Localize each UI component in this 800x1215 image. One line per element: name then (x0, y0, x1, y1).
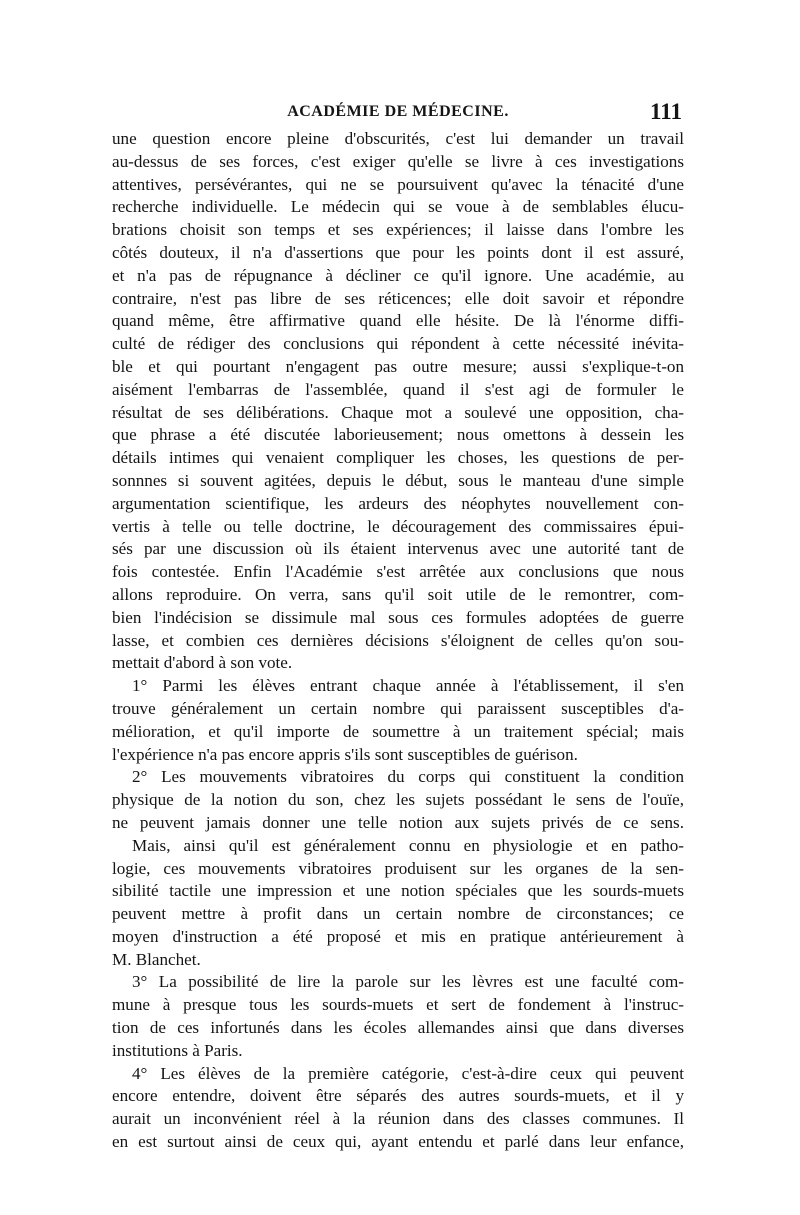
text-line: contraire, n'est pas libre de ses réticences; elle doit savoir et répondre (112, 288, 684, 308)
text-line: culté de rédiger des conclusions qui répondent à cette nécessité inévita- (112, 334, 684, 354)
text-line: ble et qui pourtant n'engagent pas outre mesure; aussi s'explique-t-on (112, 356, 684, 376)
text-line: mettait d'abord à son vote. (112, 653, 293, 673)
text-line: côtés douteux, il n'a d'assertions que pour les points dont il est assuré, (112, 242, 684, 262)
text-line: quand même, être affirmative quand elle hésite. De là l'énorme diffi- (112, 311, 684, 331)
text-line: 1° Parmi les élèves entrant chaque année à l'établissement, il s'en (132, 676, 684, 696)
text-line: Mais, ainsi qu'il est généralement connu en physiologie et en patho- (132, 835, 684, 855)
text-line: que phrase a été discutée laborieusement; nous omettons à dessein les (112, 425, 684, 445)
text-line: peuvent mettre à profit dans un certain nombre de circonstances; ce (112, 904, 684, 924)
text-line: mélioration, et qu'il importe de soumettre à un traitement spécial; mais (112, 721, 684, 741)
text-line: logie, ces mouvements vibratoires produisent sur les organes de la sen- (112, 858, 684, 878)
text-line: physique de la notion du son, chez les sujets possédant le sens de l'ouïe, (112, 790, 684, 810)
page-number: 111 (650, 99, 682, 124)
text-line: moyen d'instruction a été proposé et mis en pratique antérieurement à (112, 926, 684, 946)
text-line: aurait un inconvénient réel à la réunion dans des classes communes. Il (112, 1109, 684, 1129)
running-head (112, 99, 684, 129)
text-line: tion de ces infortunés dans les écoles allemandes ainsi que dans diverses (112, 1018, 684, 1038)
text-line: attentives, persévérantes, qui ne se poursuivent qu'avec la ténacité d'une (112, 174, 684, 194)
text-line: en est surtout ainsi de ceux qui, ayant entendu et parlé dans leur enfance, (112, 1132, 684, 1152)
text-line: argumentation scientifique, les ardeurs des néophytes nouvellement con- (112, 493, 684, 513)
text-line: allons reproduire. On verra, sans qu'il soit utile de le remontrer, com- (112, 584, 684, 604)
text-line: aisément l'embarras de l'assemblée, quand il s'est agi de formuler le (112, 379, 684, 399)
text-line: recherche individuelle. Le médecin qui se voue à de semblables élucu- (112, 197, 684, 217)
text-line: encore entendre, doivent être séparés des autres sourds-muets, et il y (112, 1086, 684, 1106)
text-line: sibilité tactile une impression et une notion spéciales que les sourds-muets (112, 881, 684, 901)
running-title: ACADÉMIE DE MÉDECINE. (287, 103, 509, 120)
text-line: 2° Les mouvements vibratoires du corps qui constituent la condition (132, 767, 684, 787)
text-line: institutions à Paris. (112, 1040, 243, 1060)
text-line: détails intimes qui venaient compliquer les choses, les questions de per- (112, 448, 684, 468)
text-line: sés par une discussion où ils étaient intervenus avec une autorité tant de (112, 539, 684, 559)
text-line: une question encore pleine d'obscurités, c'est lui demander un travail (112, 129, 684, 148)
text-line: M. Blanchet. (112, 949, 201, 969)
text-line: mune à presque tous les sourds-muets et sert de fondement à l'instruc- (112, 995, 684, 1015)
text-line: et n'a pas de répugnance à décliner ce qu'il ignore. Une académie, au (112, 265, 684, 285)
text-line: résultat de ses délibérations. Chaque mot a soulevé une opposition, cha- (112, 402, 684, 422)
text-line: brations choisit son temps et ses expériences; il laisse dans l'ombre les (112, 220, 684, 240)
text-line: l'expérience n'a pas encore appris s'ils sont susceptibles de guérison. (112, 744, 578, 764)
text-line: fois contestée. Enfin l'Académie s'est arrêtée aux conclusions que nous (112, 562, 684, 582)
body-text (112, 128, 684, 1154)
text-line: 3° La possibilité de lire la parole sur les lèvres est une faculté com- (132, 972, 684, 992)
text-line: vertis à telle ou telle doctrine, le découragement des commissaires épui- (112, 516, 684, 536)
text-line: ne peuvent jamais donner une telle notion aux sujets privés de ce sens. (112, 812, 684, 832)
text-line: trouve généralement un certain nombre qui paraissent susceptibles d'a- (112, 698, 684, 718)
text-line: sonnnes si souvent agitées, depuis le début, sous le manteau d'une simple (112, 470, 684, 490)
text-line: au-dessus de ses forces, c'est exiger qu'elle se livre à ces investigations (112, 151, 684, 171)
text-line: 4° Les élèves de la première catégorie, c'est-à-dire ceux qui peuvent (132, 1063, 684, 1083)
text-line: lasse, et combien ces dernières décisions s'éloignent de celles qu'on sou- (112, 630, 684, 650)
text-line: bien l'indécision se dissimule mal sous ces formules adoptées de guerre (112, 607, 684, 627)
